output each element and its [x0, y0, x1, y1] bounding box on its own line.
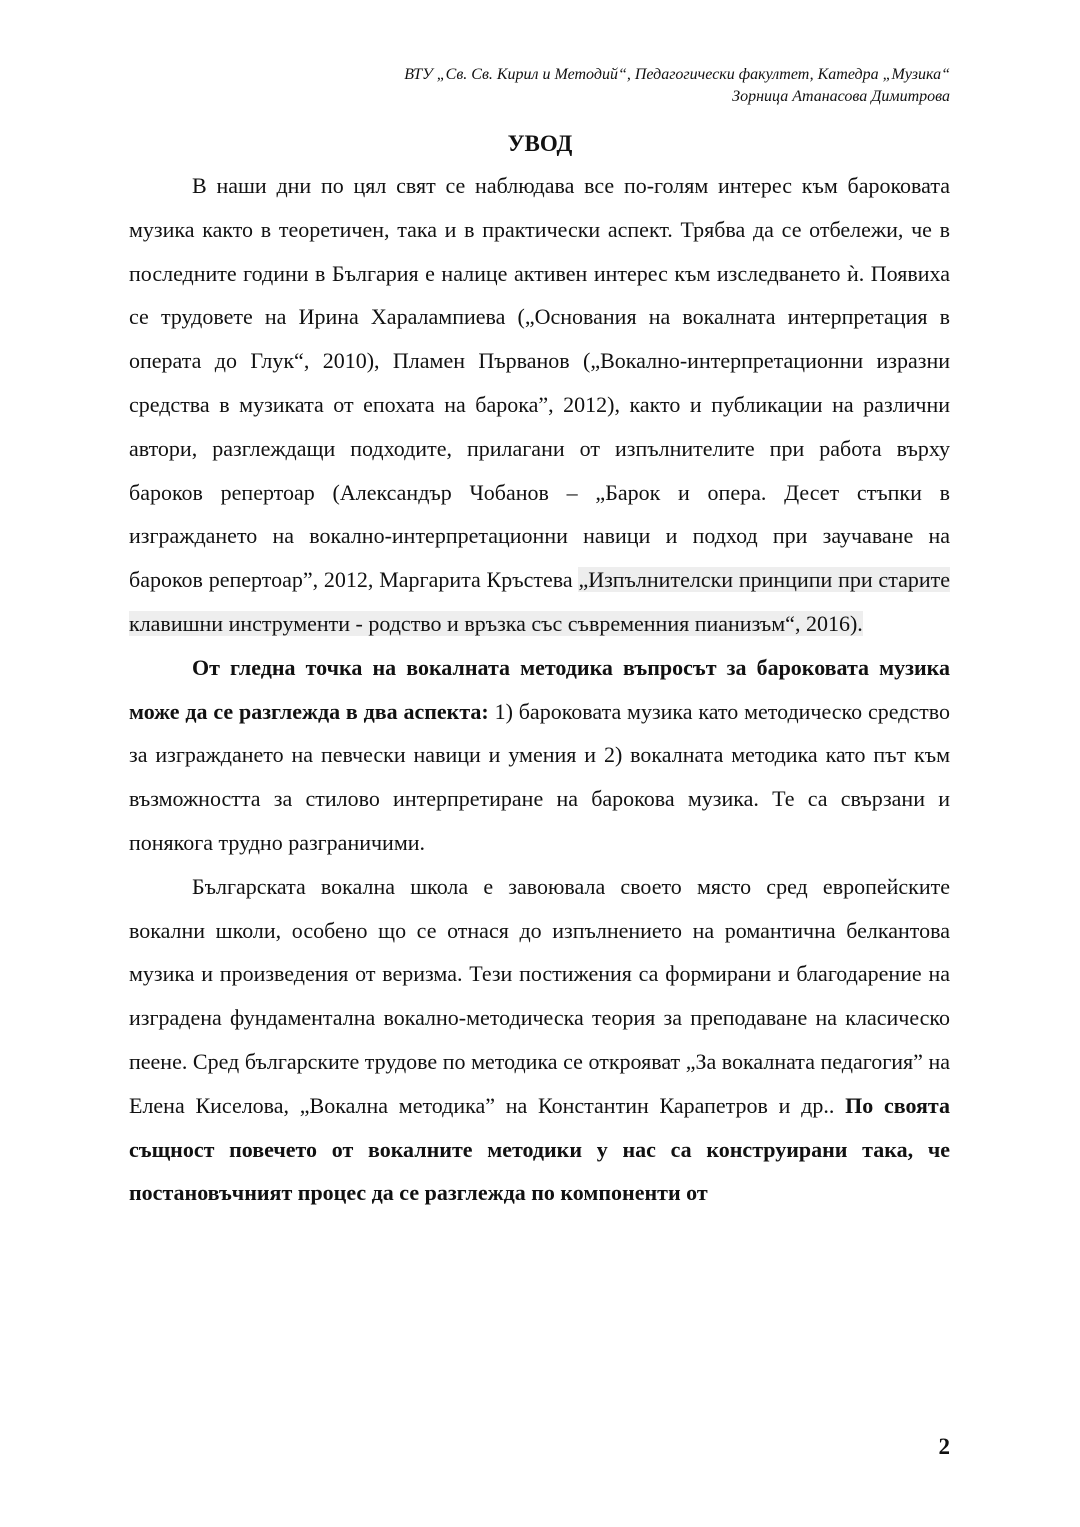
paragraph-1-highlighted-citation: „Изпълнителски принципи при старите клавишни инструменти - родство и връзка със съвременния пианизъм“, 2016). — [129, 567, 950, 636]
header-institution: ВТУ „Св. Св. Кирил и Методий“, Педагогически факултет, Катедра „Музика“ — [404, 66, 950, 83]
paragraph-2-bold-lead: От гледна точка на вокалната методика въпросът за бароковата музика може да се разглежда в два аспекта: — [129, 654, 950, 724]
paragraph-2-text: 1) бароковата музика като методическо средство за изграждането на певчески навици и умения и 2) вокалната методика като път към възможността за стилово интерпретиране на барокова музика. Те са свързани и понякога трудно разграничими. — [129, 698, 950, 855]
page-number: 2 — [938, 1434, 950, 1459]
paragraph-3-text: Българската вокална школа е завоювала своето място сред европейските вокални школи, особено що се отнася до изпълнението на романтична белкантова музика и произведения от веризма. Тези постижения са формирани и благодарение на изградена фундаментална вокално-методическа теория за преподаване на класическо пеене. Сред българските трудове по методика се открояват „За вокалната педагогия” на Елена Киселова, „Вокална методика” на Константин Карапетров и др.. — [129, 873, 950, 1118]
body-text — [129, 164, 950, 1215]
paragraph-3-bold-tail: По своята същност повечето от вокалните методики у нас са конструирани така, че постановъчният процес да се разглежда по компоненти от — [129, 1092, 950, 1206]
paragraph-2 — [129, 646, 950, 865]
paragraph-3 — [129, 865, 950, 1215]
paragraph-1-text: В наши дни по цял свят се наблюдава все по-голям интерес към бароковата музика както в теоретичен, така и в практически аспект. Трябва да се отбележи, че в последните години в България е налице активен интерес към изследването ѝ. Появиха се трудовете на Ирина Харалампиева („Основания на вокалната интерпретация в операта до Глук“, 2010), Пламен Първанов („Вокално-интерпретационни изразни средства в музиката от епохата на барока”, 2012), както и публикации на различни автори, разглеждащи подходите, прилагани от изпълнителите при работа върху бароков репертоар (Александър Чобанов – „Барок и опера. Десет стъпки в изграждането на вокално-интерпретационни навици и подход при заучаване на бароков репертоар”, 2012, Маргарита Кръстева — [129, 173, 950, 593]
paragraph-1 — [129, 164, 950, 646]
running-header — [404, 64, 950, 108]
header-author: Зорница Атанасова Димитрова — [732, 88, 950, 105]
section-title: УВОД — [507, 131, 573, 156]
